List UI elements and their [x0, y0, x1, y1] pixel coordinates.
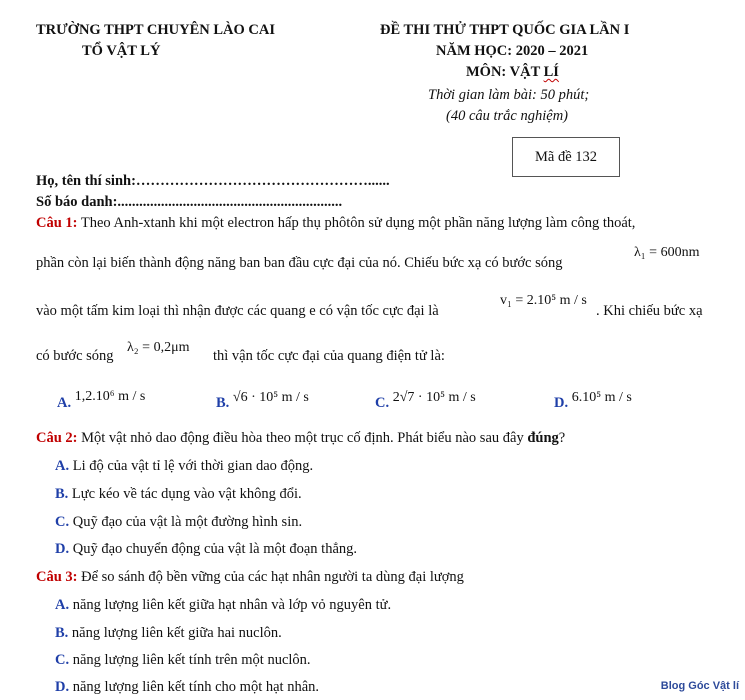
- exam-title: ĐỀ THI THỬ THPT QUỐC GIA LẦN I: [380, 22, 630, 38]
- option-text: 2√7 · 10⁵ m / s: [392, 390, 476, 405]
- question-2-option-d[interactable]: [55, 541, 357, 558]
- question-2-text: Một vật nhỏ dao động điều hòa theo một trục cố định. Phát biểu nào sau đây: [81, 430, 524, 446]
- option-letter: B.: [216, 395, 230, 411]
- option-text: Li độ của vật tỉ lệ với thời gian dao động.: [72, 458, 314, 474]
- question-1-option-d[interactable]: [554, 390, 632, 412]
- option-letter: B.: [55, 625, 69, 641]
- option-letter: C.: [55, 514, 70, 530]
- department-name: TỔ VẬT LÝ: [82, 43, 161, 59]
- option-letter: D.: [55, 541, 70, 557]
- question-1-line-2: [36, 255, 563, 272]
- question-2-label: Câu 2:: [36, 430, 78, 446]
- option-text: √6 · 10⁵ m / s: [232, 390, 309, 405]
- question-3-text: Để so sánh độ bền vững của các hạt nhân người ta dùng đại lượng: [81, 569, 464, 585]
- question-3-option-b[interactable]: [55, 625, 282, 642]
- subject-word: LÍ: [543, 64, 559, 80]
- question-1-text-3: vào một tấm kim loại thì nhận được các quang e có vận tốc cực đại là: [36, 303, 439, 319]
- question-1-text-3-end: . Khi chiếu bức xạ: [596, 303, 703, 319]
- option-letter: C.: [55, 652, 70, 668]
- option-text: 6.10⁵ m / s: [571, 390, 632, 405]
- exam-time: Thời gian làm bài: 50 phút;: [428, 87, 590, 103]
- question-1-text-4-end: thì vận tốc cực đại của quang điện tử là:: [213, 348, 445, 364]
- blog-watermark: Blog Góc Vật lí: [660, 680, 739, 692]
- question-count: (40 câu trắc nghiệm): [446, 108, 569, 124]
- question-1-text-2: phần còn lại biến thành động năng ban ban đầu cực đại của nó. Chiếu bức xạ có bước sóng: [36, 255, 563, 271]
- question-3-option-a[interactable]: [55, 597, 391, 614]
- question-2-emphasis: đúng: [527, 430, 559, 446]
- option-text: 1,2.10⁶ m / s: [74, 389, 146, 404]
- option-text: năng lượng liên kết tính trên một nuclôn.: [72, 652, 311, 668]
- option-letter: D.: [554, 395, 569, 411]
- option-letter: B.: [55, 486, 69, 502]
- school-name: TRƯỜNG THPT CHUYÊN LÀO CAI: [36, 22, 276, 38]
- question-1-text-4: có bước sóng: [36, 348, 114, 364]
- question-1-line-4: [36, 348, 114, 365]
- option-text: Quỹ đạo của vật là một đường hình sin.: [72, 514, 303, 530]
- question-3-option-c[interactable]: [55, 652, 311, 669]
- lambda-2-formula: λ₂ = 0,2μm: [127, 340, 190, 355]
- exam-code-box: [512, 137, 620, 177]
- question-1-line-1: [36, 215, 635, 232]
- exam-code: Mã đề 132: [534, 148, 597, 165]
- student-id-line: Số báo danh:..............................................................: [36, 194, 343, 210]
- option-letter: A.: [57, 395, 72, 411]
- question-1-label: Câu 1:: [36, 215, 78, 231]
- option-text: năng lượng liên kết giữa hạt nhân và lớp vỏ nguyên tử.: [72, 597, 392, 613]
- question-2-option-a[interactable]: [55, 458, 313, 475]
- question-2-stem: [36, 430, 565, 447]
- question-2-option-c[interactable]: [55, 514, 302, 531]
- question-2-end: ?: [558, 430, 566, 446]
- option-letter: A.: [55, 458, 70, 474]
- subject: [466, 64, 559, 81]
- school-year: NĂM HỌC: 2020 – 2021: [436, 43, 589, 59]
- question-3-option-d[interactable]: [55, 679, 319, 696]
- option-text: năng lượng liên kết tính cho một hạt nhân.: [72, 679, 320, 695]
- v1-formula: v₁ = 2.10⁵ m / s: [500, 293, 587, 308]
- option-text: Lực kéo về tác dụng vào vật không đổi.: [71, 486, 302, 502]
- question-1-option-b[interactable]: [216, 390, 309, 412]
- option-letter: A.: [55, 597, 70, 613]
- option-letter: D.: [55, 679, 70, 695]
- question-3-label: Câu 3:: [36, 569, 78, 585]
- option-text: năng lượng liên kết giữa hai nuclôn.: [71, 625, 282, 641]
- subject-prefix: MÔN: VẬT: [466, 64, 544, 80]
- question-1-option-a[interactable]: [57, 389, 146, 412]
- question-2-option-b[interactable]: [55, 486, 302, 503]
- question-1-option-c[interactable]: [375, 390, 476, 412]
- option-letter: C.: [375, 395, 390, 411]
- lambda-1-formula: λ₁ = 600nm: [634, 245, 700, 260]
- option-text: Quỹ đạo chuyển động của vật là một đoạn thẳng.: [72, 541, 358, 557]
- question-1-line-3: [36, 303, 439, 320]
- question-1-text-1: Theo Anh-xtanh khi một electron hấp thụ phôtôn sử dụng một phần năng lượng làm công thoát,: [80, 215, 636, 231]
- student-name-line: Họ, tên thí sinh:…………………………………………......: [36, 173, 390, 189]
- question-3-stem: [36, 569, 464, 586]
